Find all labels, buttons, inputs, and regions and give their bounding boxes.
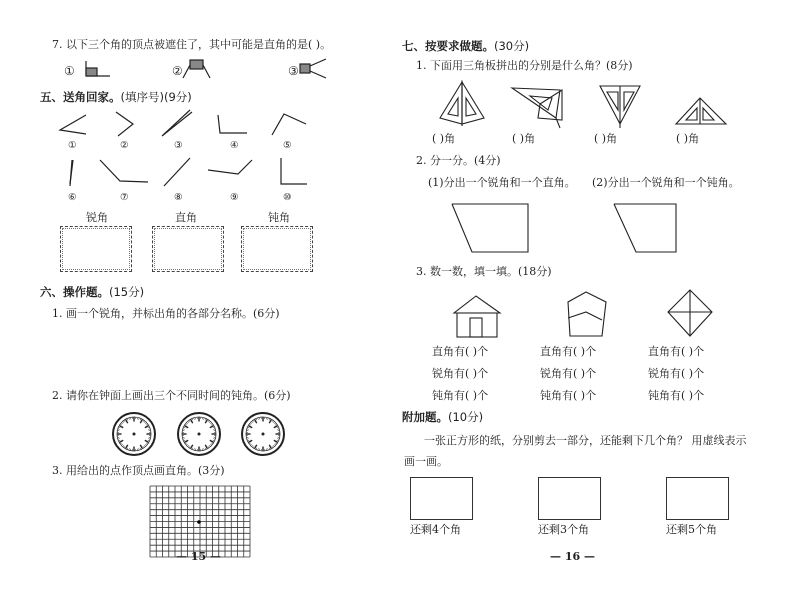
sec7-q2a: (1)分出一个锐角和一个直角。 xyxy=(428,176,576,189)
sec7-title: 七、按要求做题。 xyxy=(402,39,494,53)
pentagon-shape xyxy=(568,292,606,336)
sec7-q1: 1. 下面用三角板拼出的分别是什么角？(8分) xyxy=(416,59,633,72)
q7-option-1-label: ① xyxy=(64,64,75,78)
sec7-q3: 3. 数一数，填一填。(18分) xyxy=(416,265,552,278)
sec6-score: (15分) xyxy=(109,285,145,299)
bonus-square-1[interactable] xyxy=(410,477,473,520)
bonus-text-2: 画一画。 xyxy=(404,455,448,468)
bonus-square-3[interactable] xyxy=(666,477,729,520)
row-right-angles-2[interactable]: 直角有( )个 xyxy=(540,345,597,358)
kite-shape xyxy=(668,290,712,336)
sec5-title: 五、送角回家。 xyxy=(40,90,121,104)
row-right-angles-1[interactable]: 直角有( )个 xyxy=(432,345,489,358)
bonus-square-2[interactable] xyxy=(538,477,601,520)
sec6-title: 六、操作题。 xyxy=(40,285,109,299)
sec7-q2: 2. 分一分。(4分) xyxy=(416,154,501,167)
bonus-caption-1: 还剩4个角 xyxy=(410,523,461,536)
row-acute-angles-1[interactable]: 锐角有( )个 xyxy=(432,367,489,380)
box-label-acute: 锐角 xyxy=(86,211,108,224)
q1-blank-2[interactable]: ( )角 xyxy=(512,132,536,145)
row-acute-angles-2[interactable]: 锐角有( )个 xyxy=(540,367,597,380)
sec6-q3: 3. 用给出的点作顶点画直角。(3分) xyxy=(52,464,225,477)
angle-label-5: ⑤ xyxy=(283,140,292,151)
row-obtuse-angles-3[interactable]: 钝角有( )个 xyxy=(648,389,705,402)
q7-option-2-label: ② xyxy=(172,64,183,78)
row-obtuse-angles-2[interactable]: 钝角有( )个 xyxy=(540,389,597,402)
bonus-caption-2: 还剩3个角 xyxy=(538,523,589,536)
house-shape xyxy=(454,296,500,337)
row-acute-angles-3[interactable]: 锐角有( )个 xyxy=(648,367,705,380)
q1-blank-3[interactable]: ( )角 xyxy=(594,132,618,145)
row-obtuse-angles-1[interactable]: 钝角有( )个 xyxy=(432,389,489,402)
angle-label-2: ② xyxy=(120,140,129,151)
sec6-q2: 2. 请你在钟面上画出三个不同时间的钝角。(6分) xyxy=(52,389,291,402)
angle-label-7: ⑦ xyxy=(120,192,129,203)
sec5-note: (填序号)(9分) xyxy=(120,90,192,104)
row-right-angles-3[interactable]: 直角有( )个 xyxy=(648,345,705,358)
q7-text: 7. 以下三个角的顶点被遮住了，其中可能是直角的是( )。 xyxy=(52,38,332,51)
box-label-obtuse: 钝角 xyxy=(268,211,290,224)
angle-label-3: ③ xyxy=(174,140,183,151)
angle-label-6: ⑥ xyxy=(68,192,77,203)
bonus-title: 附加题。 xyxy=(402,410,448,424)
angle-label-1: ① xyxy=(68,140,77,151)
page-number-right: — 16 — xyxy=(550,550,595,563)
bonus-text-1: 一张正方形的纸，分别剪去一部分，还能剩下几个角？ 用虚线表示 xyxy=(424,434,747,447)
page-number-left: — 15 — xyxy=(176,550,221,563)
angle-label-10: ⑩ xyxy=(283,192,292,203)
bonus-caption-3: 还剩5个角 xyxy=(666,523,717,536)
q1-blank-1[interactable]: ( )角 xyxy=(432,132,456,145)
bonus-score: (10分) xyxy=(448,410,484,424)
sec6-q1: 1. 画一个锐角，并标出角的各部分名称。(6分) xyxy=(52,307,280,320)
angle-label-4: ④ xyxy=(230,140,239,151)
angle-label-9: ⑨ xyxy=(230,192,239,203)
sec7-score: (30分) xyxy=(494,39,530,53)
angle-label-8: ⑧ xyxy=(174,192,183,203)
q1-blank-4[interactable]: ( )角 xyxy=(676,132,700,145)
sec7-q2b: (2)分出一个锐角和一个钝角。 xyxy=(592,176,740,189)
box-label-right: 直角 xyxy=(175,211,197,224)
q7-option-3-label: ③ xyxy=(288,64,299,78)
